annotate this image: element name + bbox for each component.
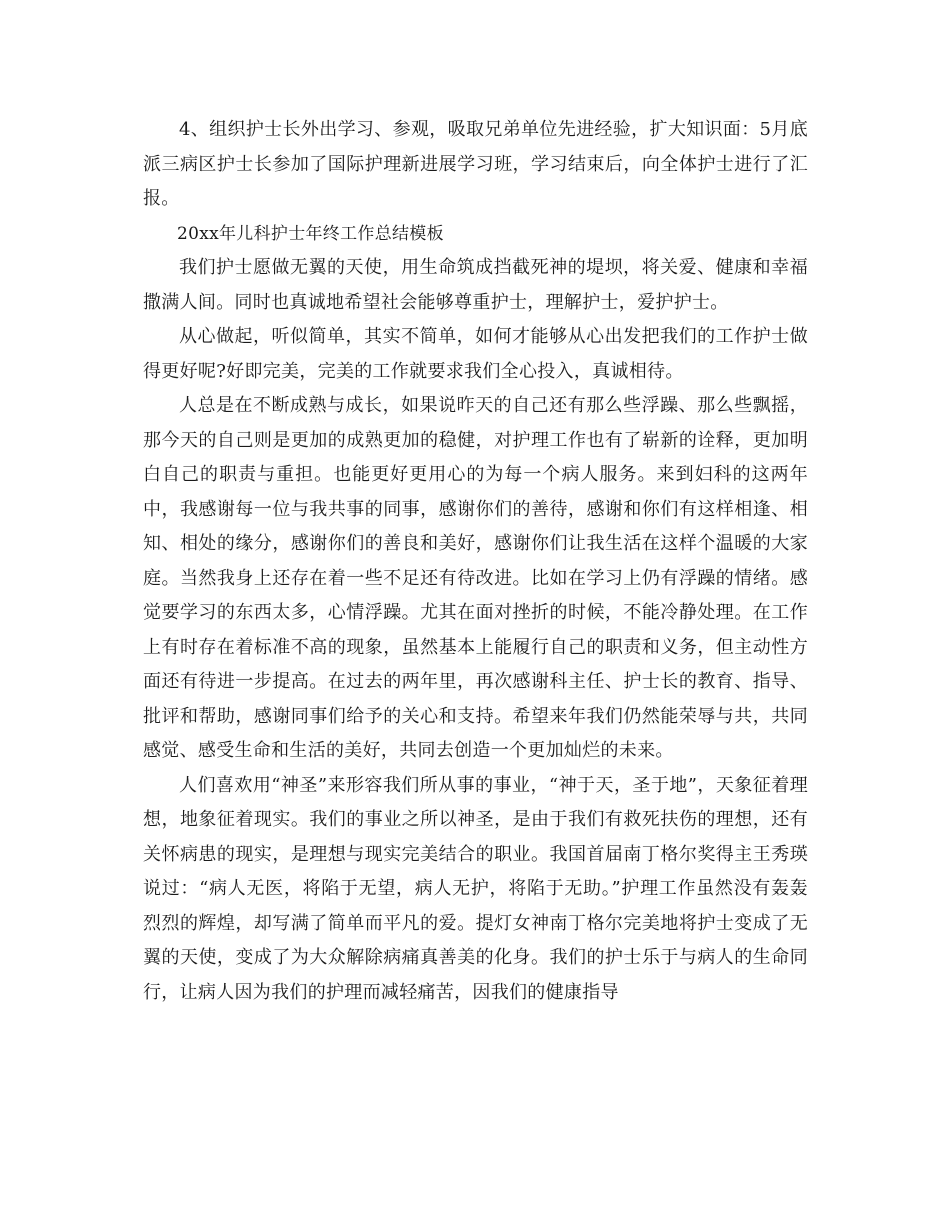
paragraph-angel: 我们护士愿做无翼的天使，用生命筑成挡截死神的堤坝，将关爱、健康和幸福撒满人间。同时也真诚地希望社会能够尊重护士，理解护士，爱护护士。 — [143, 257, 808, 313]
paragraph-growth: 人总是在不断成熟与成长，如果说昨天的自己还有那么些浮躁、那么些飘摇，那今天的自己则是更加的成熟更加的稳健，对护理工作也有了崭新的诠释，更加明白自己的职责与重担。也能更好更用心的为每一个病人服务。来到妇科的这两年中，我感谢每一位与我共事的同事，感谢你们的善待，感谢和你们有这样相逢、相知、相处的缘分，感谢你们的善良和美好，感谢你们让我生活在这样个温暖的大家庭。当然我身上还存在着一些不足还有待改进。比如在学习上仍有浮躁的情绪。感觉要学习的东西太多，心情浮躁。尤其在面对挫折的时候，不能冷静处理。在工作上有时存在着标准不高的现象，虽然基本上能履行自己的职责和义务，但主动性方面还有待进一步提高。在过去的两年里，再次感谢科主任、护士长的教育、指导、批评和帮助，感谢同事们给予的关心和支持。希望来年我们仍然能荣辱与共，共同感觉、感受生命和生活的美好，共同去创造一个更加灿烂的未来。 — [143, 395, 808, 761]
paragraph-sacred-career: 人们喜欢用“神圣”来形容我们所从事的事业，“神于天，圣于地”，天象征着理想，地象征着现实。我们的事业之所以神圣，是由于我们有救死扶伤的理想，还有关怀病患的现实，是理想与现实完美结合的职业。我国首届南丁格尔奖得主王秀瑛说过：“病人无医，将陷于无望，病人无护，将陷于无助。”护理工作虽然没有轰轰烈烈的辉煌，却写满了简单而平凡的爱。提灯女神南丁格尔完美地将护士变成了无翼的天使，变成了为大众解除病痛真善美的化身。我们的护士乐于与病人的生命同行，让病人因为我们的护理而减轻痛苦，因我们的健康指导 — [143, 774, 808, 1003]
paragraph-from-heart: 从心做起，听似简单，其实不简单，如何才能够从心出发把我们的工作护士做得更好呢?好即完美，完美的工作就要求我们全心投入，真诚相待。 — [143, 326, 808, 382]
paragraph-training-report: 4、组织护士长外出学习、参观，吸取兄弟单位先进经验，扩大知识面：5月底派三病区护士长参加了国际护理新进展学习班，学习结束后，向全体护士进行了汇报。 — [143, 119, 808, 209]
section-title: 20xx年儿科护士年终工作总结模板 — [177, 223, 444, 244]
document-body — [143, 113, 808, 1010]
